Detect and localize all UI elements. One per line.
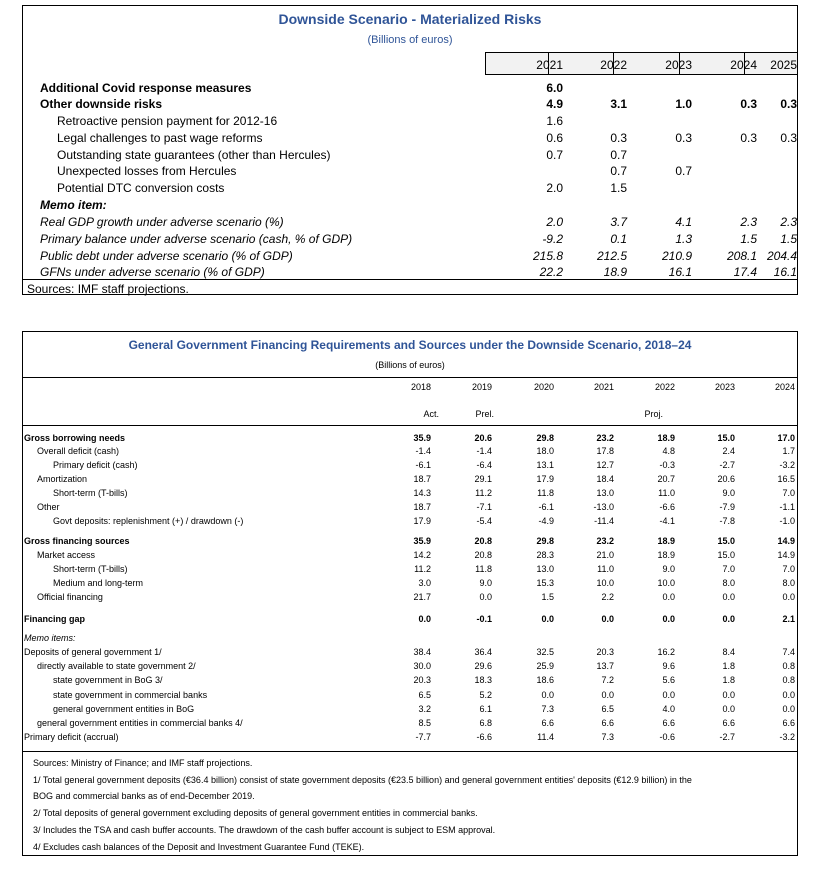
value-2019: -0.1 [476, 614, 492, 624]
table2-row-deposits-of-general-government-1 [23, 647, 797, 660]
value-2022: 18.9 [657, 550, 675, 560]
value-2024: 7.4 [782, 647, 795, 657]
row-label: Public debt under adverse scenario (% of GDP) [40, 249, 293, 263]
value-2018: -1.4 [415, 446, 431, 456]
value-2019: -1.4 [476, 446, 492, 456]
value-2021: 6.0 [546, 81, 563, 95]
value-2024: 17.4 [733, 265, 757, 279]
row-label: general government entities in BoG [53, 704, 195, 714]
row-label: Gross financing sources [24, 536, 130, 546]
value-2018: 38.4 [413, 647, 431, 657]
value-2018: 35.9 [413, 536, 431, 546]
value-2019: -6.6 [476, 732, 492, 742]
value-2022: 18.9 [657, 536, 675, 546]
value-2020: 6.6 [541, 718, 554, 728]
table2-title: General Government Financing Requirements and Sources under the Downside Scenario, 2018–24 [128, 338, 692, 352]
value-2022: 4.8 [662, 446, 675, 456]
value-2019: 20.8 [474, 550, 492, 560]
table2-row-directly-available-to-state-government-2 [23, 661, 797, 674]
table1-row-public-debt-under-adverse-scenario-of-gdp [23, 249, 797, 265]
row-label: GFNs under adverse scenario (% of GDP) [40, 265, 265, 279]
value-2024: 1.7 [782, 446, 795, 456]
value-2020: 0.0 [541, 614, 554, 624]
value-2021: 2.0 [546, 181, 563, 195]
value-2024: -1.1 [779, 502, 795, 512]
table2-row-primary-deficit-cash [23, 460, 797, 473]
value-2021: 11.0 [597, 564, 614, 574]
value-2023: 0.0 [722, 704, 735, 714]
value-2019: 9.0 [479, 578, 492, 588]
row-label: Financing gap [24, 614, 86, 624]
row-label: Deposits of general government 1/ [24, 647, 162, 657]
table1-year-2025: 2025 [770, 58, 797, 72]
row-label: Medium and long-term [53, 578, 144, 588]
table1-title: Downside Scenario - Materialized Risks [278, 11, 542, 27]
table2-year-2023: 2023 [714, 382, 735, 392]
value-2018: 21.7 [413, 592, 431, 602]
value-2018: 20.3 [413, 675, 431, 685]
value-2020: 32.5 [536, 647, 554, 657]
row-label: Retroactive pension payment for 2012-16 [57, 114, 278, 128]
row-label: Overall deficit (cash) [37, 446, 120, 456]
table1-subtitle: (Billions of euros) [367, 34, 453, 46]
status-preliminary: Prel. [475, 409, 494, 419]
value-2023: -7.9 [719, 502, 735, 512]
value-2022: 6.6 [662, 718, 675, 728]
value-2022: 11.0 [658, 488, 675, 498]
value-2021: -13.0 [593, 502, 614, 512]
row-label: Other downside risks [40, 97, 163, 111]
value-2020: 28.3 [536, 550, 554, 560]
row-label: Memo item: [40, 198, 107, 212]
value-2023: 0.7 [675, 164, 692, 178]
value-2022: 10.0 [657, 578, 675, 588]
table2-row-other [23, 502, 797, 515]
value-2019: 36.4 [474, 647, 492, 657]
value-2023: 20.6 [717, 474, 735, 484]
table2-source: Sources: Ministry of Finance; and IMF staff projections. [33, 758, 253, 768]
row-label: Govt deposits: replenishment (+) / drawdown (-) [53, 516, 244, 526]
row-label: Short-term (T-bills) [53, 488, 128, 498]
value-2022: -4.1 [659, 516, 675, 526]
table2-row-general-government-entities-in-commercial-banks-4 [23, 718, 797, 731]
row-label: Amortization [37, 474, 88, 484]
value-2023: 16.1 [668, 265, 692, 279]
value-2018: -7.7 [415, 732, 431, 742]
value-2022: 18.9 [657, 433, 675, 443]
value-2020: 11.8 [537, 488, 554, 498]
row-label: Primary deficit (cash) [53, 460, 138, 470]
value-2022: 9.0 [662, 564, 675, 574]
value-2019: -7.1 [476, 502, 492, 512]
table1-year-2021: 2021 [536, 58, 563, 72]
value-2019: 11.2 [475, 488, 492, 498]
value-2023: 8.0 [722, 578, 735, 588]
row-label: Official financing [37, 592, 103, 602]
value-2020: -6.1 [538, 502, 554, 512]
value-2020: 29.8 [536, 433, 554, 443]
value-2020: 25.9 [536, 661, 554, 671]
value-2018: 18.7 [413, 474, 431, 484]
value-2022: 3.7 [610, 215, 627, 229]
value-2022: 1.5 [610, 181, 627, 195]
row-label: Legal challenges to past wage reforms [57, 131, 263, 145]
table1-row-real-gdp-growth-under-adverse-scenario [23, 215, 797, 231]
status-actual: Act. [423, 409, 439, 419]
value-2023: 15.0 [717, 550, 735, 560]
value-2019: 20.8 [474, 536, 492, 546]
table1-row-memo-item [23, 198, 797, 214]
financing-requirements-table [22, 331, 798, 856]
value-2018: 30.0 [413, 661, 431, 671]
value-2025: 0.3 [780, 97, 797, 111]
value-2023: 6.6 [722, 718, 735, 728]
table2-footnote: BOG and commercial banks as of end-December 2019. [33, 791, 255, 801]
value-2021: 1.6 [546, 114, 563, 128]
value-2024: 0.8 [782, 661, 795, 671]
value-2023: 210.9 [661, 249, 692, 263]
value-2024: 14.9 [777, 536, 795, 546]
table2-row-gross-borrowing-needs [23, 433, 797, 446]
table1-year-2024: 2024 [730, 58, 757, 72]
value-2022: 5.6 [662, 675, 675, 685]
row-label: Other [37, 502, 60, 512]
table2-year-2020: 2020 [533, 382, 554, 392]
value-2018: 6.5 [418, 690, 431, 700]
row-label: general government entities in commercial banks 4/ [37, 718, 243, 728]
value-2023: 9.0 [722, 488, 735, 498]
value-2021: -11.4 [594, 516, 614, 526]
value-2023: -2.7 [719, 460, 735, 470]
value-2024: 208.1 [726, 249, 757, 263]
value-2021: 6.5 [601, 704, 614, 714]
value-2018: -6.1 [415, 460, 431, 470]
row-label: directly available to state government 2/ [37, 661, 196, 671]
value-2024: 2.1 [782, 614, 795, 624]
row-label: Primary deficit (accrual) [24, 732, 119, 742]
value-2018: 8.5 [418, 718, 431, 728]
value-2025: 204.4 [766, 249, 797, 263]
value-2023: 1.8 [722, 661, 735, 671]
value-2020: 15.3 [536, 578, 554, 588]
value-2018: 0.0 [418, 614, 431, 624]
value-2020: 0.0 [541, 690, 554, 700]
value-2021: 23.2 [596, 536, 614, 546]
value-2021: 22.2 [539, 265, 563, 279]
value-2022: -0.6 [659, 732, 675, 742]
row-label: Additional Covid response measures [40, 81, 252, 95]
value-2020: -4.9 [538, 516, 554, 526]
value-2023: 4.1 [675, 215, 692, 229]
table2-row-primary-deficit-accrual [23, 732, 797, 745]
row-label: state government in commercial banks [53, 690, 208, 700]
value-2024: 1.5 [740, 232, 757, 246]
value-2024: 2.3 [740, 215, 757, 229]
value-2022: 16.2 [657, 647, 675, 657]
value-2025: 0.3 [780, 131, 797, 145]
value-2020: 17.9 [536, 474, 554, 484]
status-projected: Proj. [644, 409, 663, 419]
value-2019: 18.3 [474, 675, 492, 685]
value-2024: -1.0 [779, 516, 795, 526]
value-2021: 23.2 [596, 433, 614, 443]
value-2023: 8.4 [722, 647, 735, 657]
row-label: Market access [37, 550, 96, 560]
value-2018: 3.2 [418, 704, 431, 714]
value-2021: 4.9 [546, 97, 563, 111]
value-2023: -2.7 [719, 732, 735, 742]
value-2021: 13.0 [596, 488, 614, 498]
value-2021: 0.7 [546, 148, 563, 162]
value-2021: 2.2 [601, 592, 614, 602]
value-2021: 13.7 [596, 661, 614, 671]
value-2020: 18.6 [536, 675, 554, 685]
value-2020: 13.1 [536, 460, 554, 470]
value-2021: 10.0 [596, 578, 614, 588]
value-2025: 2.3 [780, 215, 797, 229]
value-2019: -5.4 [476, 516, 492, 526]
value-2018: 11.2 [414, 564, 431, 574]
table1-row-retroactive-pension-payment-for-2012-16 [23, 114, 797, 130]
table2-row-amortization [23, 474, 797, 487]
value-2024: 7.0 [782, 564, 795, 574]
value-2021: 20.3 [596, 647, 614, 657]
value-2022: 0.7 [610, 164, 627, 178]
table1-row-unexpected-losses-from-hercules [23, 164, 797, 180]
value-2021: 18.4 [596, 474, 614, 484]
table2-year-2024: 2024 [774, 382, 795, 392]
value-2019: -6.4 [476, 460, 492, 470]
value-2023: -7.8 [719, 516, 735, 526]
value-2022: 20.7 [657, 474, 675, 484]
value-2022: 9.6 [662, 661, 675, 671]
value-2021: 7.3 [601, 732, 614, 742]
value-2019: 11.8 [475, 564, 492, 574]
value-2022: 0.0 [662, 690, 675, 700]
table1-row-legal-challenges-to-past-wage-reforms [23, 131, 797, 147]
value-2023: 1.0 [675, 97, 692, 111]
row-label: Memo items: [24, 633, 76, 643]
value-2023: 1.3 [675, 232, 692, 246]
table2-row-state-government-in-commercial-banks [23, 690, 797, 703]
row-label: Primary balance under adverse scenario (cash, % of GDP) [40, 232, 353, 246]
table2-row-overall-deficit-cash [23, 446, 797, 459]
table2-year-2019: 2019 [471, 382, 492, 392]
value-2020: 11.4 [537, 732, 554, 742]
table2-year-2018: 2018 [410, 382, 431, 392]
value-2023: 0.0 [722, 690, 735, 700]
table1-year-2023: 2023 [665, 58, 692, 72]
value-2021: 2.0 [546, 215, 563, 229]
value-2024: 0.0 [782, 592, 795, 602]
table2-year-2022: 2022 [654, 382, 675, 392]
value-2020: 13.0 [536, 564, 554, 574]
value-2019: 5.2 [479, 690, 492, 700]
table2-row-medium-and-long-term [23, 578, 797, 591]
value-2023: 0.0 [722, 592, 735, 602]
value-2020: 1.5 [541, 592, 554, 602]
value-2022: 18.9 [603, 265, 627, 279]
value-2022: -0.3 [659, 460, 675, 470]
value-2018: 3.0 [418, 578, 431, 588]
materialized-risks-table [22, 5, 798, 295]
row-label: Gross borrowing needs [24, 433, 126, 443]
value-2020: 18.0 [536, 446, 554, 456]
row-label: state government in BoG 3/ [53, 675, 163, 685]
table2-row-state-government-in-bog-3 [23, 675, 797, 688]
value-2023: 0.3 [675, 131, 692, 145]
value-2021: 17.8 [596, 446, 614, 456]
value-2023: 0.0 [722, 614, 735, 624]
value-2024: 0.0 [782, 704, 795, 714]
value-2021: 0.0 [601, 690, 614, 700]
value-2021: 0.6 [546, 131, 563, 145]
row-label: Real GDP growth under adverse scenario (%) [40, 215, 284, 229]
value-2022: 0.0 [662, 592, 675, 602]
table2-footnote: 2/ Total deposits of general government excluding deposits of general government entities in commercial banks. [33, 808, 478, 818]
value-2020: 29.8 [536, 536, 554, 546]
value-2021: -9.2 [542, 232, 563, 246]
table2-row-official-financing [23, 592, 797, 605]
value-2021: 215.8 [532, 249, 563, 263]
value-2024: 17.0 [777, 433, 795, 443]
value-2024: 0.0 [782, 690, 795, 700]
value-2020: 7.3 [541, 704, 554, 714]
value-2018: 18.7 [413, 502, 431, 512]
table1-year-2022: 2022 [600, 58, 627, 72]
table2-row-short-term-t-bills [23, 488, 797, 501]
value-2019: 20.6 [474, 433, 492, 443]
table2-row-govt-deposits-replenishment-drawdown [23, 516, 797, 529]
table2-footnote: 4/ Excludes cash balances of the Deposit and Investment Guarantee Fund (TEKE). [33, 842, 365, 852]
value-2022: 212.5 [596, 249, 627, 263]
value-2024: 8.0 [782, 578, 795, 588]
value-2024: 0.3 [740, 131, 757, 145]
value-2022: -6.6 [659, 502, 675, 512]
value-2024: 0.3 [740, 97, 757, 111]
value-2024: 16.5 [777, 474, 795, 484]
value-2024: -3.2 [779, 732, 795, 742]
value-2018: 14.2 [413, 550, 431, 560]
value-2019: 29.1 [474, 474, 492, 484]
table1-row-primary-balance-under-adverse-scenario-cash-of-gdp [23, 232, 797, 248]
value-2021: 7.2 [601, 675, 614, 685]
table2-year-2021: 2021 [593, 382, 614, 392]
value-2022: 4.0 [662, 704, 675, 714]
value-2019: 29.6 [474, 661, 492, 671]
value-2021: 21.0 [596, 550, 614, 560]
value-2024: -3.2 [779, 460, 795, 470]
value-2023: 2.4 [722, 446, 735, 456]
row-label: Outstanding state guarantees (other than Hercules) [57, 148, 331, 162]
value-2019: 6.8 [479, 718, 492, 728]
value-2018: 17.9 [413, 516, 431, 526]
value-2025: 16.1 [773, 265, 797, 279]
value-2022: 0.0 [662, 614, 675, 624]
table1-row-additional-covid-response-measures [23, 81, 797, 97]
value-2022: 0.7 [610, 148, 627, 162]
table1-row-potential-dtc-conversion-costs [23, 181, 797, 197]
row-label: Potential DTC conversion costs [57, 181, 225, 195]
table1-source: Sources: IMF staff projections. [27, 282, 189, 296]
value-2024: 0.8 [782, 675, 795, 685]
row-label: Short-term (T-bills) [53, 564, 128, 574]
table2-row-financing-gap [23, 614, 797, 627]
table2-row-memo-items [23, 633, 797, 646]
value-2019: 6.1 [479, 704, 492, 714]
table2-footnote: 3/ Includes the TSA and cash buffer accounts. The drawdown of the cash buffer account is subject to ESM approval. [33, 825, 496, 835]
value-2023: 7.0 [722, 564, 735, 574]
value-2021: 12.7 [596, 460, 614, 470]
value-2018: 35.9 [413, 433, 431, 443]
table2-row-general-government-entities-in-bog [23, 704, 797, 717]
value-2025: 1.5 [780, 232, 797, 246]
value-2019: 0.0 [479, 592, 492, 602]
table2-row-market-access [23, 550, 797, 563]
table1-row-outstanding-state-guarantees-other-than-hercules [23, 148, 797, 164]
table2-footnote: 1/ Total general government deposits (€36.4 billion) consist of state government deposits (€23.5 billion) and general government entities' deposits (€12.9 billion) in the [33, 775, 692, 785]
table2-row-gross-financing-sources [23, 536, 797, 549]
value-2022: 0.1 [610, 232, 627, 246]
value-2024: 7.0 [782, 488, 795, 498]
value-2024: 14.9 [777, 550, 795, 560]
value-2024: 6.6 [782, 718, 795, 728]
value-2021: 6.6 [601, 718, 614, 728]
value-2022: 3.1 [610, 97, 627, 111]
value-2022: 0.3 [610, 131, 627, 145]
table2-subtitle: (Billions of euros) [375, 360, 445, 370]
table1-row-other-downside-risks [23, 97, 797, 113]
value-2023: 15.0 [717, 536, 735, 546]
value-2018: 14.3 [413, 488, 431, 498]
table2-row-short-term-t-bills [23, 564, 797, 577]
value-2023: 15.0 [717, 433, 735, 443]
row-label: Unexpected losses from Hercules [57, 164, 237, 178]
value-2021: 0.0 [601, 614, 614, 624]
value-2023: 1.8 [722, 675, 735, 685]
